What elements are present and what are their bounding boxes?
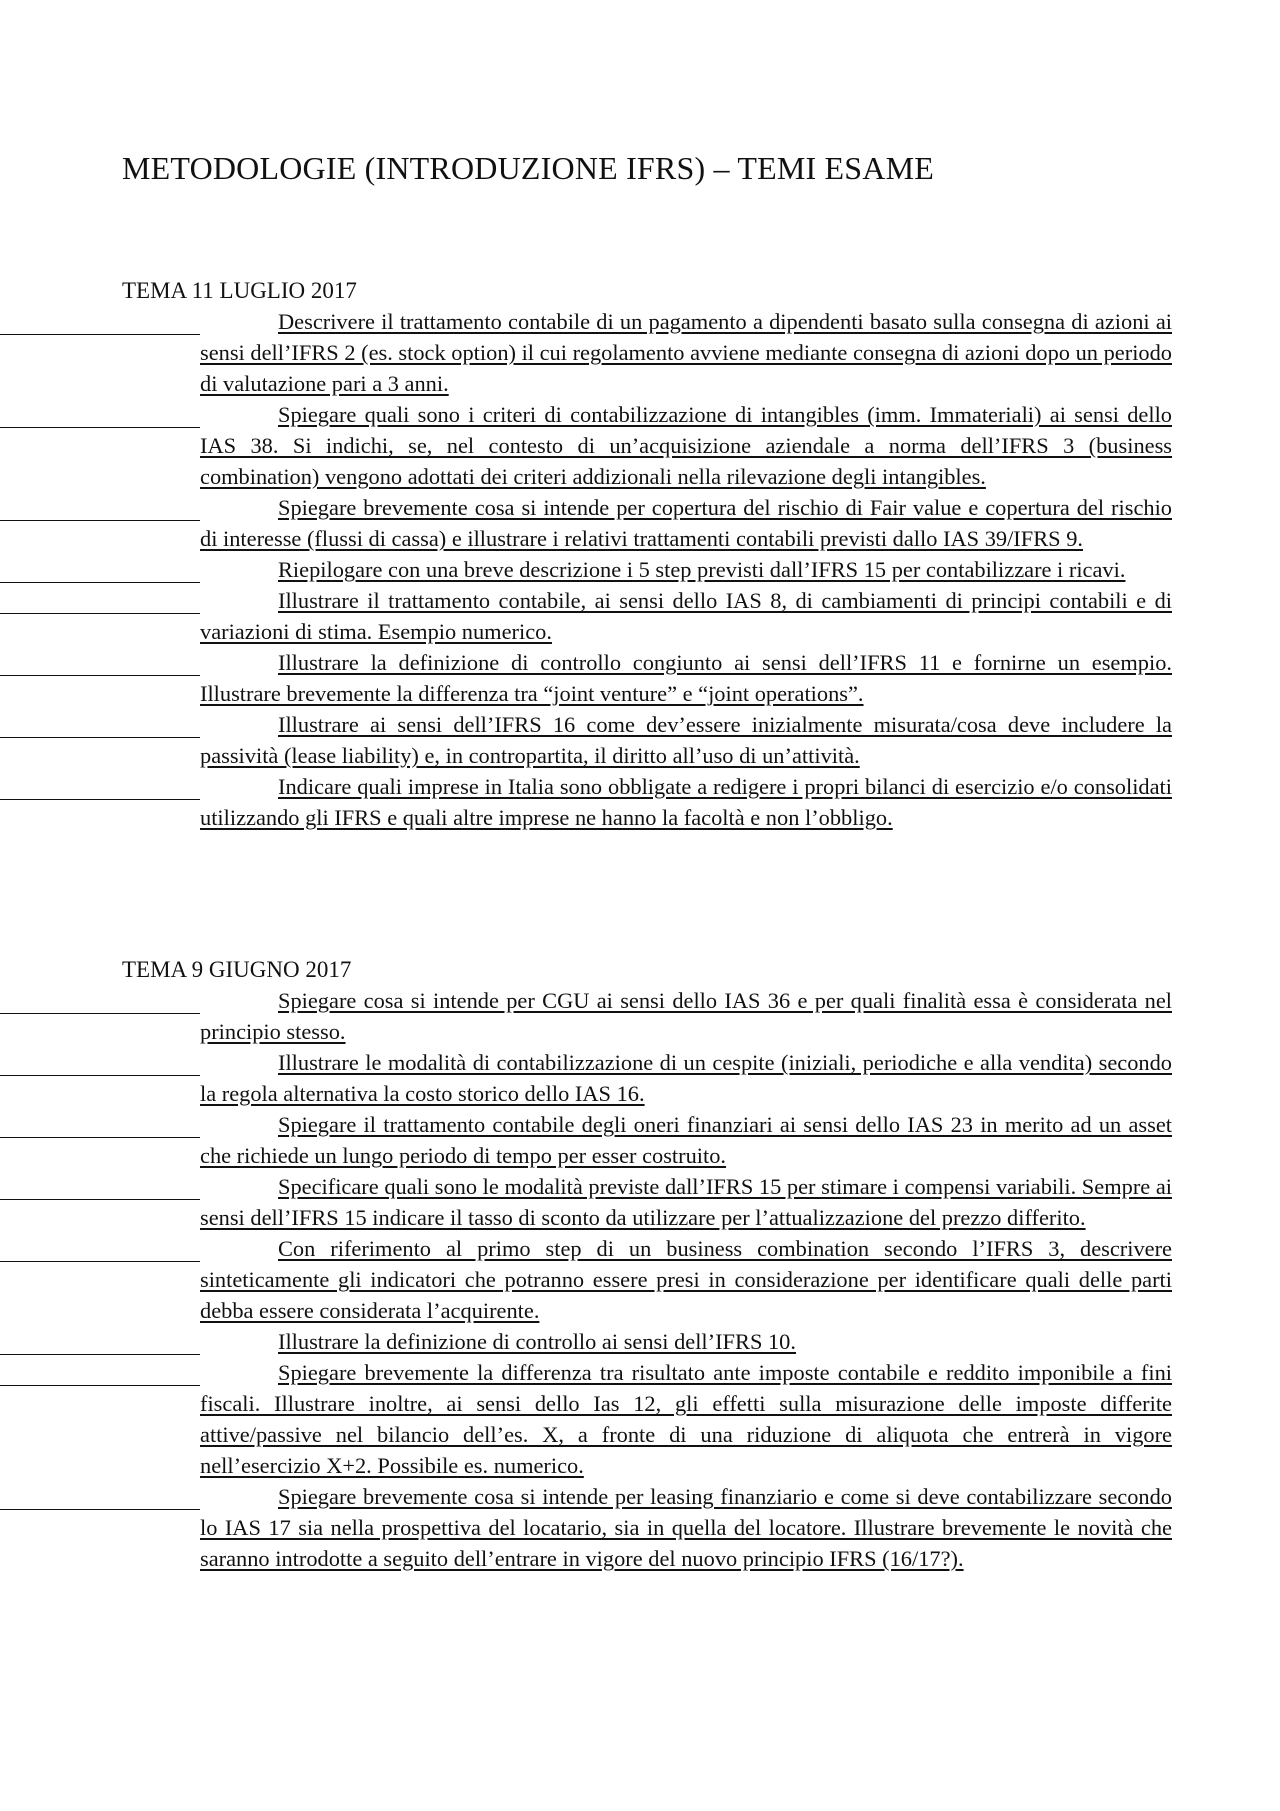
item-text: Spiegare il trattamento contabile degli oneri finanziari ai sensi dello IAS 23 in merito ad un asset che richiede un lungo periodo di tempo per esser costruito. [200, 1112, 1172, 1168]
leading-rule [0, 1137, 200, 1138]
leading-rule [0, 1075, 200, 1076]
leading-rule [0, 520, 200, 521]
item-text: Illustrare il trattamento contabile, ai sensi dello IAS 8, di cambiamenti di principi contabili e di variazioni di stima. Esempio numerico. [200, 588, 1172, 644]
item-text: Spiegare quali sono i criteri di contabilizzazione di intangibles (imm. Immateriali) ai sensi dello IAS 38. Si indichi, se, nel contesto di un’acquisizione aziendale a norma dell’IFRS 3 (business combination) vengono adottati dei criteri addizionali nella rilevazione degli intangibles. [200, 402, 1172, 489]
leading-rule [0, 1199, 200, 1200]
item-text: Illustrare ai sensi dell’IFRS 16 come dev’essere inizialmente misurata/cosa deve includere la passività (lease liability) e, in contropartita, il diritto all’uso di un’attività. [200, 712, 1172, 768]
list-item [0, 585, 1172, 647]
list-item [0, 1171, 1172, 1233]
leading-rule [0, 1354, 200, 1355]
leading-rule [0, 675, 200, 676]
section-heading: TEMA 11 LUGLIO 2017 [122, 278, 357, 303]
list-item [0, 771, 1172, 833]
leading-rule [0, 1385, 200, 1386]
section-heading: TEMA 9 GIUGNO 2017 [122, 957, 352, 982]
list-item [0, 1109, 1172, 1171]
item-text: Descrivere il trattamento contabile di un pagamento a dipendenti basato sulla consegna di azioni ai sensi dell’IFRS 2 (es. stock option) il cui regolamento avviene mediante consegna di azioni dopo un periodo di valutazione pari a 3 anni. [200, 309, 1172, 396]
list-item [0, 492, 1172, 554]
leading-rule [0, 582, 200, 583]
list-item [0, 554, 1172, 585]
list-item [0, 647, 1172, 709]
list-item [0, 399, 1172, 492]
item-text: Spiegare cosa si intende per CGU ai sensi dello IAS 36 e per quali finalità essa è considerata nel principio stesso. [200, 988, 1172, 1044]
leading-rule [0, 737, 200, 738]
leading-rule [0, 613, 200, 614]
leading-rule [0, 1261, 200, 1262]
item-text: Spiegare brevemente cosa si intende per leasing finanziario e come si deve contabilizzare secondo lo IAS 17 sia nella prospettiva del locatario, sia in quella del locatore. Illustrare brevemente le novità che saranno introdotte a seguito dell’entrare in vigore del nuovo principio IFRS (16/17?). [200, 1484, 1172, 1571]
item-text: Illustrare la definizione di controllo congiunto ai sensi dell’IFRS 11 e fornirne un esempio. Illustrare brevemente la differenza tra “joint venture” e “joint operations”. [200, 650, 1172, 706]
item-text: Illustrare la definizione di controllo ai sensi dell’IFRS 10. [278, 1329, 796, 1354]
section-tema-11-luglio-2017 [0, 276, 1180, 833]
section-tema-9-giugno-2017 [0, 955, 1180, 1574]
document-title: METODOLOGIE (INTRODUZIONE IFRS) – TEMI ESAME [122, 150, 935, 186]
list-item [0, 1481, 1172, 1574]
leading-rule [0, 1013, 200, 1014]
item-text: Indicare quali imprese in Italia sono obbligate a redigere i propri bilanci di esercizio e/o consolidati utilizzando gli IFRS e quali altre imprese ne hanno la facoltà e non l’obbligo. [200, 774, 1172, 830]
list-item [0, 1357, 1172, 1481]
leading-rule [0, 334, 200, 335]
leading-rule [0, 1509, 200, 1510]
leading-rule [0, 427, 200, 428]
item-text: Specificare quali sono le modalità previste dall’IFRS 15 per stimare i compensi variabili. Sempre ai sensi dell’IFRS 15 indicare il tasso di sconto da utilizzare per l’attualizzazione del prezzo differito. [200, 1174, 1172, 1230]
list-item [0, 306, 1172, 399]
list-item [0, 985, 1172, 1047]
item-text: Illustrare le modalità di contabilizzazione di un cespite (iniziali, periodiche e alla vendita) secondo la regola alternativa la costo storico dello IAS 16. [200, 1050, 1172, 1106]
list-item [0, 709, 1172, 771]
list-item [0, 1326, 1172, 1357]
item-text: Spiegare brevemente la differenza tra risultato ante imposte contabile e reddito imponibile a fini fiscali. Illustrare inoltre, ai sensi dello Ias 12, gli effetti sulla misurazione delle imposte differite attive/passive nel bilancio dell’es. X, a fronte di una riduzione di aliquota che entrerà in vigore nell’esercizio X+2. Possibile es. numerico. [200, 1360, 1172, 1478]
item-text: Riepilogare con una breve descrizione i 5 step previsti dall’IFRS 15 per contabilizzare i ricavi. [278, 557, 1126, 582]
item-text: Con riferimento al primo step di un business combination secondo l’IFRS 3, descrivere sinteticamente gli indicatori che potranno essere presi in considerazione per identificare quali delle parti debba essere considerata l’acquirente. [200, 1236, 1172, 1323]
list-item [0, 1047, 1172, 1109]
list-item [0, 1233, 1172, 1326]
leading-rule [0, 799, 200, 800]
item-text: Spiegare brevemente cosa si intende per copertura del rischio di Fair value e copertura del rischio di interesse (flussi di cassa) e illustrare i relativi trattamenti contabili previsti dallo IAS 39/IFRS 9. [200, 495, 1172, 551]
